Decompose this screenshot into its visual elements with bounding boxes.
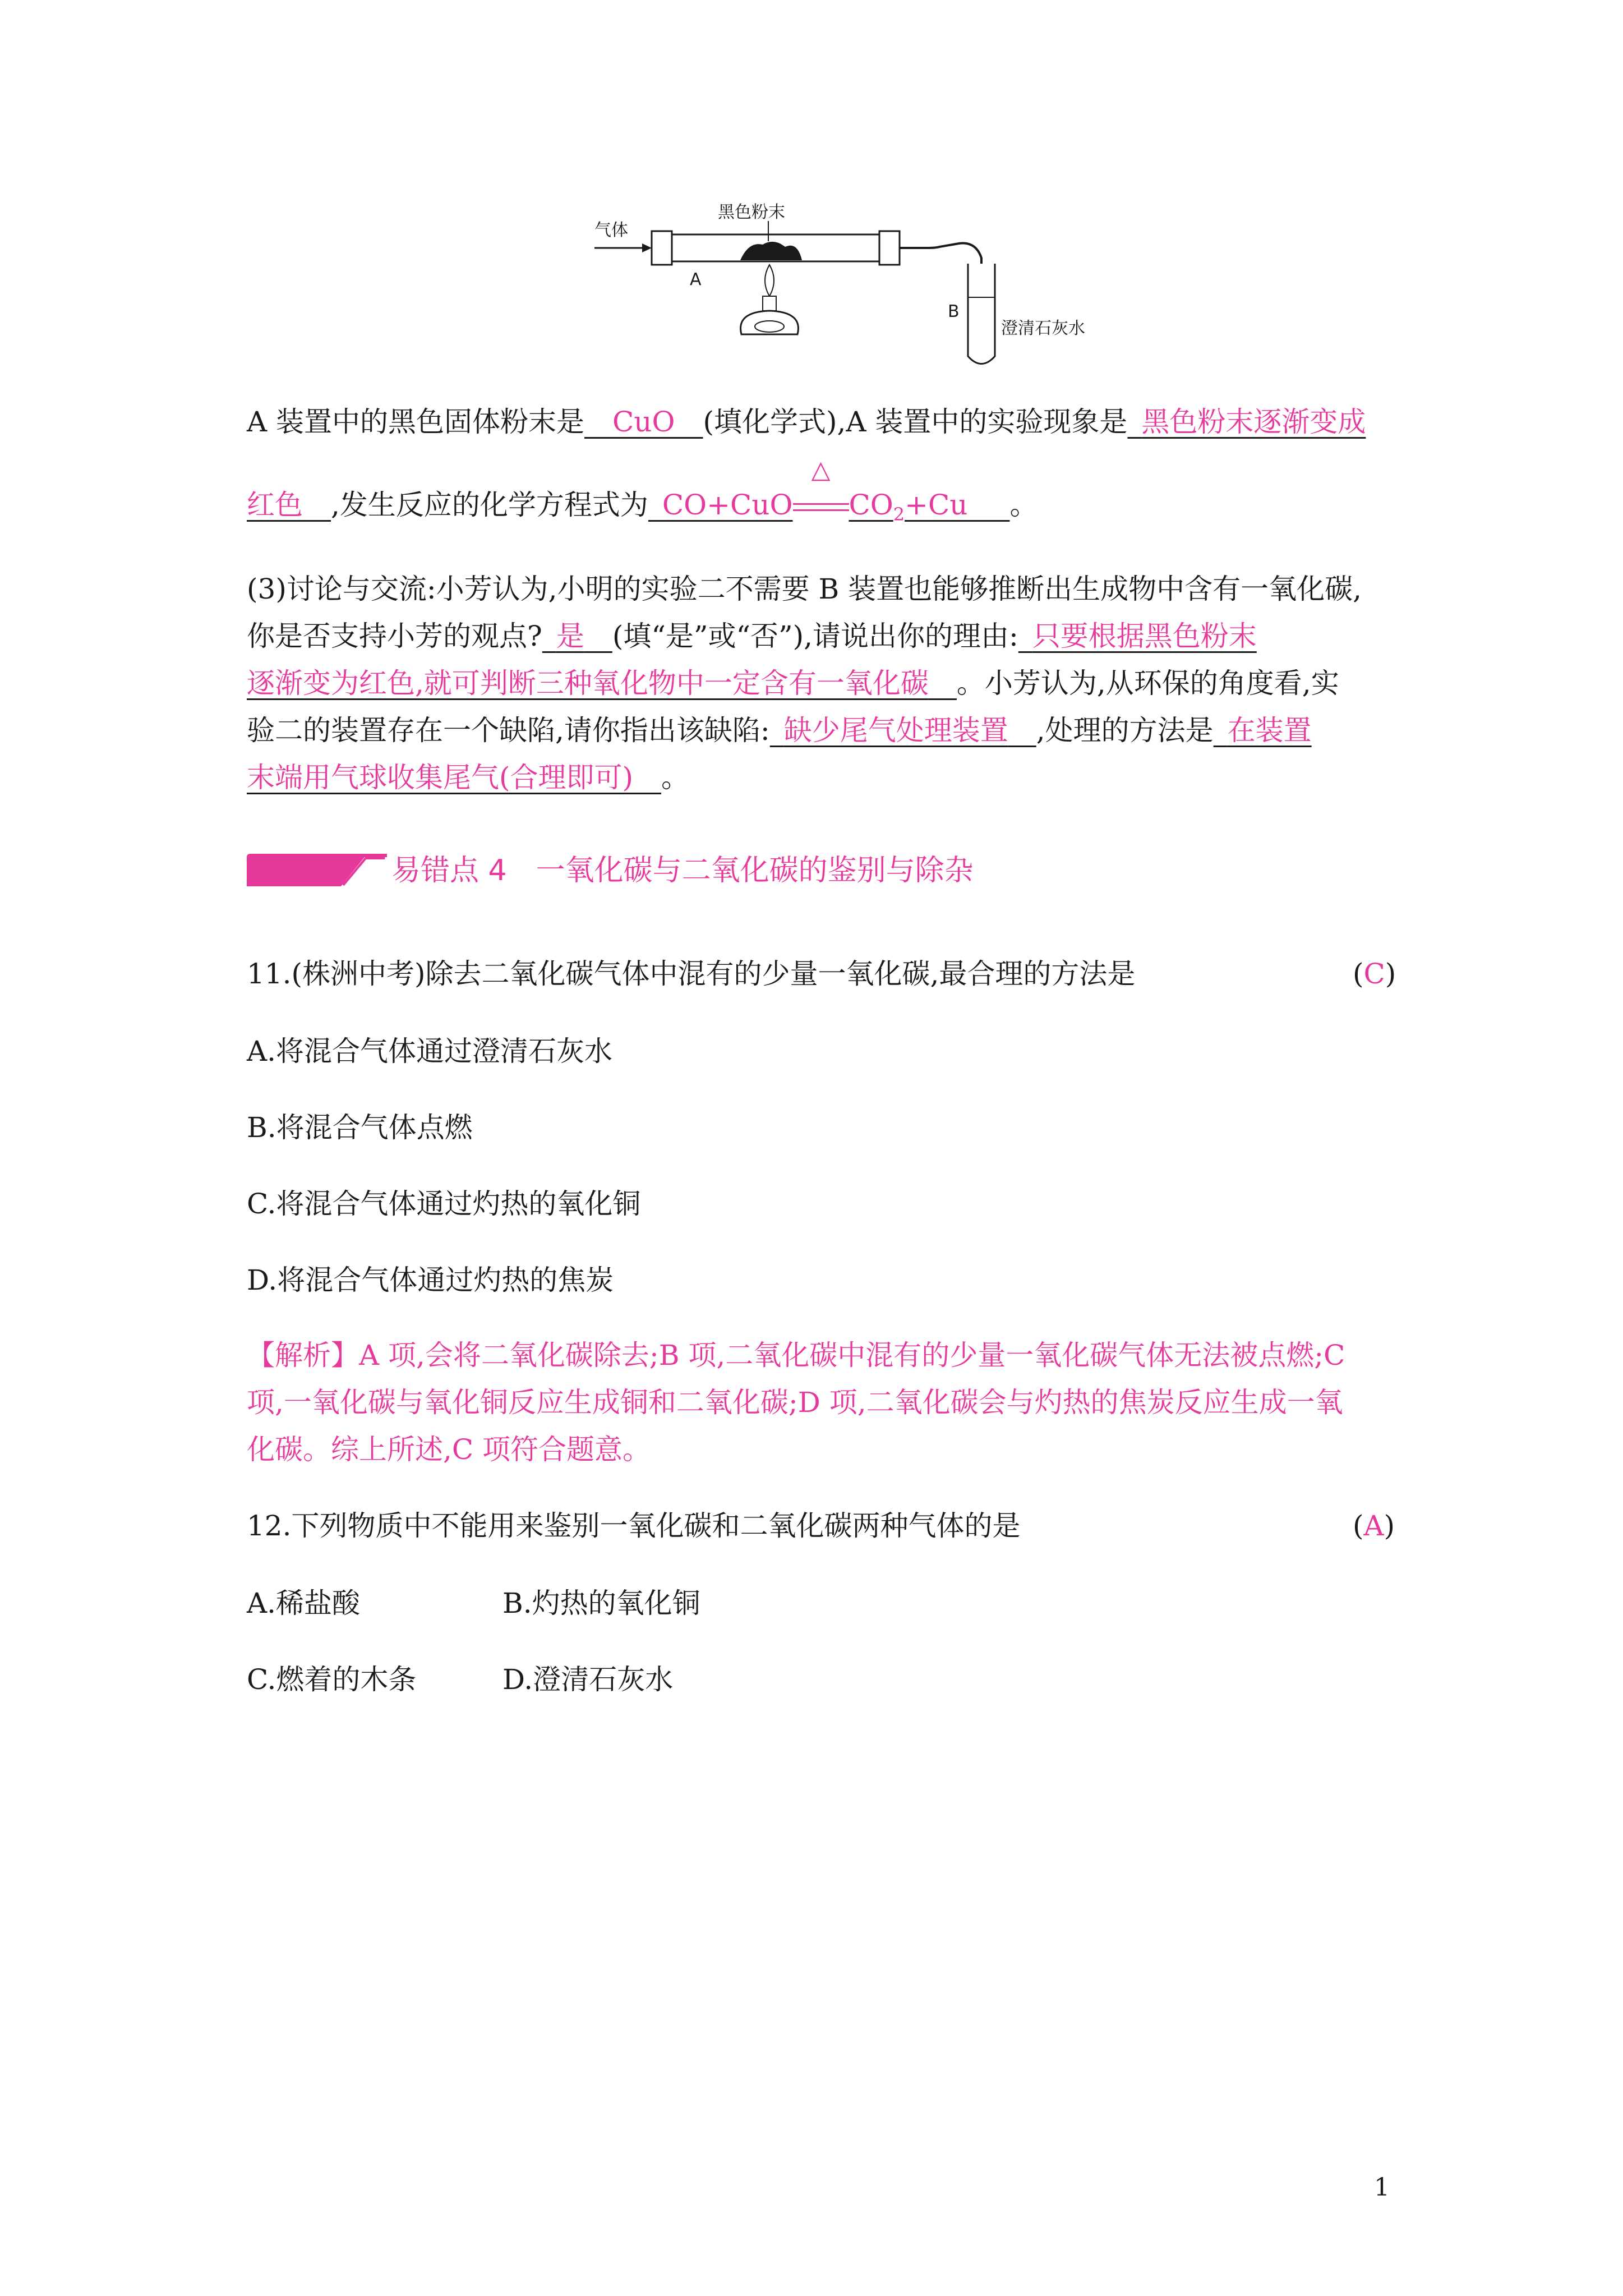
q10-p3-line-1: (3)讨论与交流:小芳认为,小明的实验二不需要 B 装置也能够推断出生成物中含有一氧化碳, <box>247 573 1362 605</box>
tube-left-stopper <box>652 231 672 265</box>
answer-reason-2: 逐渐变为红色,就可判断三种氧化物中一定含有一氧化碳 <box>247 667 929 700</box>
q10-text: (填化学式),A 装置中的实验现象是 <box>703 406 1128 438</box>
answer-phenomenon-1: 黑色粉末逐渐变成 <box>1141 406 1366 438</box>
answer-equation: CO+CuO △ $CO_2+Cu$ <box>648 489 1010 521</box>
q11-analysis-line-1: 【解析】A 项,会将二氧化碳除去;B 项,二氧化碳中混有的少量一氧化碳气体无法被点燃;C <box>247 1339 1345 1372</box>
answer-method-1: 在装置 <box>1227 714 1312 747</box>
answer-defect: 缺少尾气处理装置 <box>783 714 1008 747</box>
figure-label-gas: 气体 <box>594 220 628 240</box>
q11-answer-bracket: (C) <box>1353 958 1396 990</box>
q12-answer: A <box>1363 1510 1384 1542</box>
answer-phenomenon-2: 红色 <box>247 489 303 521</box>
q12-answer-bracket: (A) <box>1353 1510 1395 1542</box>
answer-support: 是 <box>556 620 584 652</box>
page-number: 1 <box>1374 2173 1390 2202</box>
flame <box>765 265 774 296</box>
lamp-liquid <box>755 321 784 332</box>
q11-option-a: A.将混合气体通过澄清石灰水 <box>247 1035 613 1068</box>
q12-option-c: C.燃着的木条 <box>247 1663 417 1696</box>
apparatus-diagram <box>589 196 1085 376</box>
q11-option-b: B.将混合气体点燃 <box>247 1111 473 1144</box>
equation-condition: △ <box>793 482 849 527</box>
burner-neck <box>763 296 776 311</box>
q11-answer: C <box>1363 958 1385 990</box>
q12-option-d: D.澄清石灰水 <box>502 1663 674 1696</box>
q12-option-b: B.灼热的氧化铜 <box>502 1587 700 1619</box>
q10-p3-line-5: 末端用气球收集尾气(合理即可) 。 <box>247 761 690 794</box>
answer-method-2: 末端用气球收集尾气(合理即可) <box>247 761 634 794</box>
figure-label-b: B <box>948 302 960 321</box>
q10-p3-line-2: 你是否支持小芳的观点? 是 (填“是”或“否”),请说出你的理由: 只要根据黑色粉末 <box>247 620 1257 652</box>
q10-p3-line-4: 验二的装置存在一个缺陷,请你指出该缺陷: 缺少尾气处理装置 ,处理的方法是 在装置 <box>247 714 1312 747</box>
q11-option-d: D.将混合气体通过灼热的焦炭 <box>247 1264 614 1296</box>
q10-line-2 <box>247 455 1038 537</box>
figure-label-powder: 黑色粉末 <box>718 203 785 222</box>
q10-p3-line-3: 逐渐变为红色,就可判断三种氧化物中一定含有一氧化碳 。小芳认为,从环保的角度看,实 <box>247 667 1339 700</box>
q11-analysis-line-2: 项,一氧化碳与氧化铜反应生成铜和二氧化碳;D 项,二氧化碳会与灼热的焦炭反应生成一氧 <box>247 1386 1343 1419</box>
q11-analysis-line-3: 化碳。综上所述,C 项符合题意。 <box>247 1433 651 1466</box>
figure-label-a: A <box>690 270 702 289</box>
q11-stem: 11.(株洲中考)除去二氧化碳气体中混有的少量一氧化碳,最合理的方法是 <box>247 958 1136 990</box>
q10-line-1 <box>247 399 1366 444</box>
section-title: 易错点 4 一氧化碳与二氧化碳的鉴别与除杂 <box>391 854 974 887</box>
gas-arrow-head <box>642 243 652 252</box>
q12-option-a: A.稀盐酸 <box>247 1587 361 1619</box>
tube-right-stopper <box>879 231 900 265</box>
answer-reason-1: 只要根据黑色粉末 <box>1032 620 1257 652</box>
q10-text: A 装置中的黑色固体粉末是 <box>247 406 585 438</box>
q10-text: 。 <box>1009 489 1038 521</box>
q10-text: ,发生反应的化学方程式为 <box>331 489 648 521</box>
answer-formula: CuO <box>612 406 675 438</box>
test-tube <box>968 264 995 364</box>
section-header-bar <box>247 854 387 886</box>
q12-stem: 12.下列物质中不能用来鉴别一氧化碳和二氧化碳两种气体的是 <box>247 1510 1021 1542</box>
q11-option-c: C.将混合气体通过灼热的氧化铜 <box>247 1188 641 1220</box>
figure-label-limewater: 澄清石灰水 <box>1001 319 1085 338</box>
